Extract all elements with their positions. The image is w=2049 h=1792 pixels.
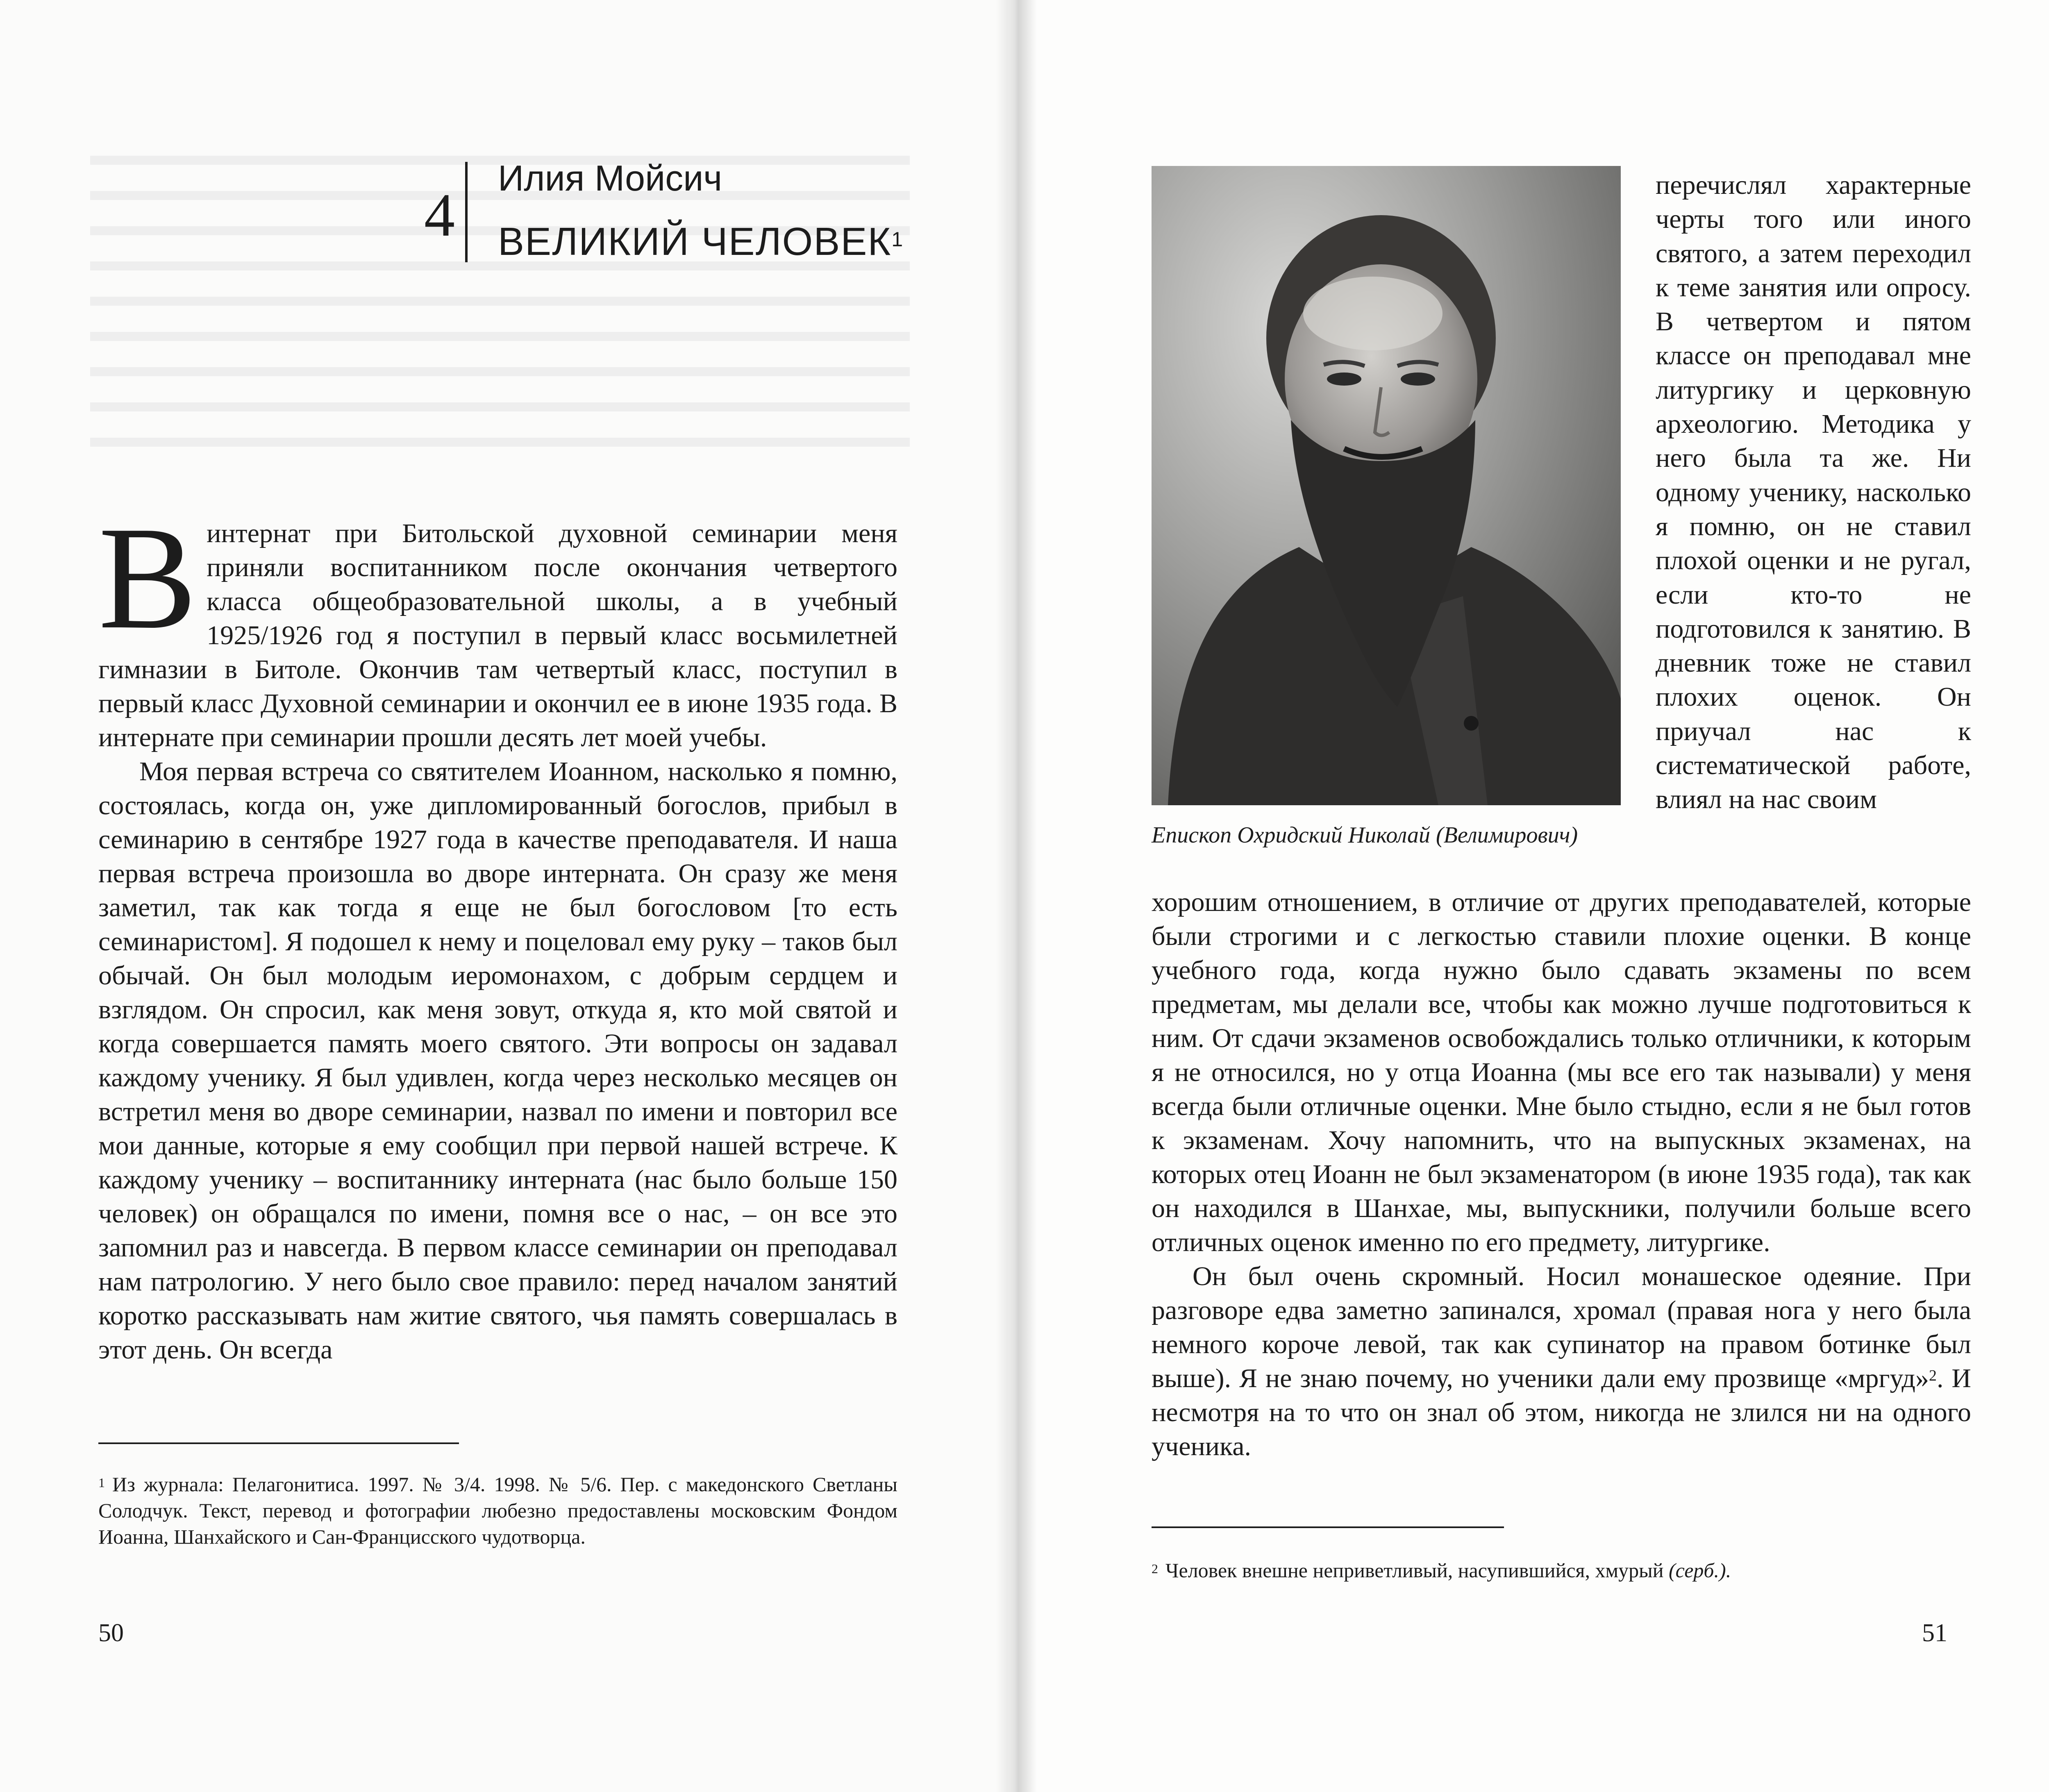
page-number-right: 51 — [1922, 1619, 1947, 1647]
footnote-left-mark: 1 — [98, 1475, 105, 1490]
chapter-title-text: ВЕЛИКИЙ ЧЕЛОВЕК — [498, 220, 892, 263]
continuation-paragraph: хорошим отношением, в отличие от других преподавателей, которые были строгими и с легкостью ставили плохие оценки. В конце учебного года, когда нужно было сдавать экзамены по всем предметам, мы делали все, чтобы как можно лучше подготовиться к ним. От сдачи экзаменов освобождались только отличники, к которым я не относился, но у отца Иоанна (мы все его так называли) у меня всегда были отличные оценки. Мне было стыдно, если я не был готов к экзаменам. Хочу напомнить, что на выпускных экзаменах, на которых отец Иоанн не был экзаменатором (в июне 1935 года), так как он находился в Шанхае, мы, выпускники, получили больше всего отличных оценок именно по его предмету, литургике. — [1152, 887, 1971, 1257]
portrait-photo — [1152, 166, 1621, 805]
portrait-illustration — [1152, 166, 1621, 805]
title-footnote-mark: 1 — [891, 228, 904, 251]
paragraph-3-start: Он был очень скромный. Носил монашеское одеяние. При разговоре едва заметно запинался, хромал (правая нога у него была немного короче левой, так как супинатор на правом ботинке был выше). Я не знаю почему, но ученики дали ему прозвище «мргуд» — [1152, 1261, 1971, 1393]
paragraph-2: Моя первая встреча со святителем Иоанном, насколько я помню, состоялась, когда он, уже дипломированный богослов, прибыл в семинарию в сентябре 1927 года в качестве преподавателя. И наша первая встреча произошла во дворе интерната. Он сразу же меня заметил, так как тогда я еще не был богословом [то есть семинаристом]. Я подошел к нему и поцеловал ему руку – таков был обычай. Он был молодым иеромонахом, с добрым сердцем и взглядом. Он спросил, как меня зовут, откуда я, кто мой святой и когда совершается память моего святого. Эти вопросы он задавал каждому ученику. Я был удивлен, когда через несколько месяцев он встретил меня во дворе семинарии, назвал по имени и повторил все мои данные, которые я ему сообщил при первой нашей встрече. К каждому ученику – воспитаннику интерната (нас было больше 150 человек) он обращался по имени, помня все о нас, – он все это запомнил раз и навсегда. В первом классе семинарии он преподавал нам патрологию. У него было свое правило: перед началом занятий коротко рассказывать нам житие святого, чья память совершалась в этот день. Он всегда — [98, 756, 897, 1365]
right-column-text: перечислял характерные черты того или иного святого, а затем переходил к теме занятия или опросу. В четвертом и пятом классе он преподавал мне литургику и церковную археологию. Методика у него была та же. Ни одному ученику, насколько я помню, он не ставил плохой оценки и не ругал, если кто-то не подготовился к занятию. В дневник тоже не ставил плохих оценок. Он приучал нас к систематической работе, влиял на нас своим — [1656, 170, 1971, 815]
footnote-rule-left — [98, 1442, 459, 1444]
footnote-right-lang: (серб.). — [1669, 1559, 1731, 1582]
footnote-left-text: Из журнала: Пелагонитиса. 1997. № 3/4. 1998. № 5/6. Пер. с македонского Светланы Солодчук. Текст, перевод и фотографии любезно предоставлены московским Фондом Иоанна, Шанхайского и Сан-Францисского чудотворца. — [98, 1473, 897, 1548]
chapter-title — [498, 217, 904, 266]
photo-caption: Епископ Охридский Николай (Велимирович) — [1152, 822, 1578, 848]
paragraph-3 — [1152, 1259, 1971, 1463]
drop-cap: В — [98, 496, 197, 659]
footnote-right-mark: 2 — [1152, 1561, 1158, 1576]
left-body-text — [98, 496, 897, 1367]
paragraph-1-text: интернат при Битольской духовной семинарии меня приняли воспитанником после окончания четвертого класса общеобразовательной школы, а в учебный 1925/1926 год я поступил в первый класс восьмилетней гимназии в Битоле. Окончив там четвертый класс, поступил в первый класс Духовной семинарии и окончил ее в июне 1935 года. В интернате при семинарии прошли десять лет моей учебы. — [98, 518, 897, 752]
book-gutter — [996, 0, 1037, 1792]
author-name: Илия Мойсич — [498, 158, 722, 198]
footnote-right-text: Человек внешне неприветливый, насупившийся, хмурый — [1165, 1559, 1664, 1582]
chapter-divider — [465, 162, 468, 262]
footnote-right — [1152, 1557, 1971, 1583]
paragraph-3-footnote-mark: 2 — [1929, 1367, 1937, 1384]
footnote-left — [98, 1471, 897, 1550]
page-number-left: 50 — [98, 1619, 124, 1647]
chapter-number: 4 — [424, 181, 455, 249]
right-body-text — [1152, 885, 1971, 1463]
paragraph-3-end: . И несмотря на то что он знал об этом, никогда не злился ни на одного ученика. — [1152, 1363, 1971, 1461]
footnote-rule-right — [1152, 1526, 1504, 1528]
paragraph-1 — [98, 496, 897, 754]
